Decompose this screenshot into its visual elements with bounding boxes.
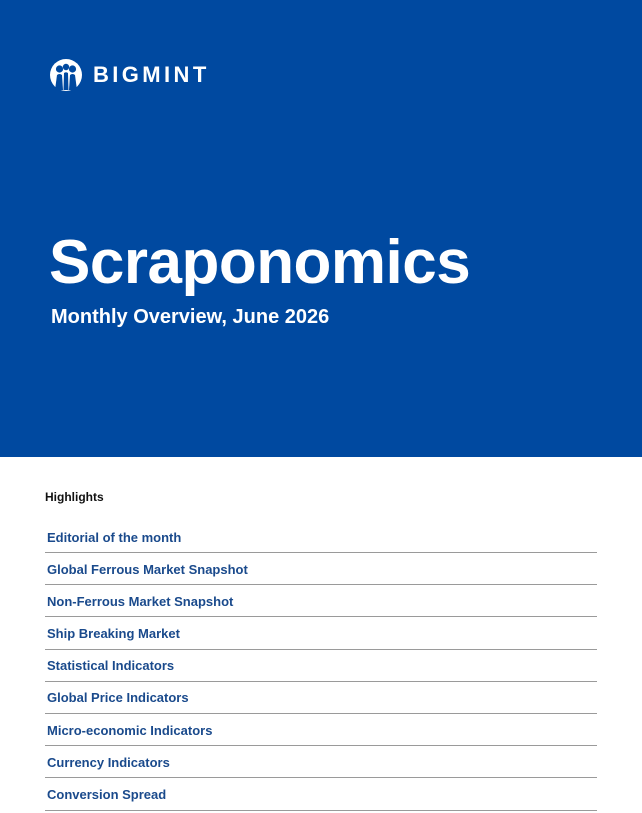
report-subtitle: Monthly Overview, June 2026 (51, 306, 330, 328)
logo-wordmark: BIGMINT (93, 62, 210, 87)
toc-item-editorial[interactable]: Editorial of the month (45, 522, 597, 553)
table-of-contents (45, 522, 597, 811)
toc-item-non-ferrous[interactable]: Non-Ferrous Market Snapshot (45, 586, 597, 617)
highlights-heading: Highlights (45, 490, 104, 504)
toc-item-micro-economic[interactable]: Micro-economic Indicators (45, 715, 597, 746)
toc-item-ship-breaking[interactable]: Ship Breaking Market (45, 619, 597, 650)
toc-item-global-price[interactable]: Global Price Indicators (45, 683, 597, 714)
toc-item-statistical[interactable]: Statistical Indicators (45, 651, 597, 682)
bigmint-people-icon (49, 58, 83, 92)
toc-item-currency[interactable]: Currency Indicators (45, 747, 597, 778)
toc-item-conversion-spread[interactable]: Conversion Spread (45, 780, 597, 811)
report-title: Scraponomics (49, 228, 471, 297)
toc-item-global-ferrous[interactable]: Global Ferrous Market Snapshot (45, 554, 597, 585)
bigmint-logo[interactable] (49, 58, 210, 92)
